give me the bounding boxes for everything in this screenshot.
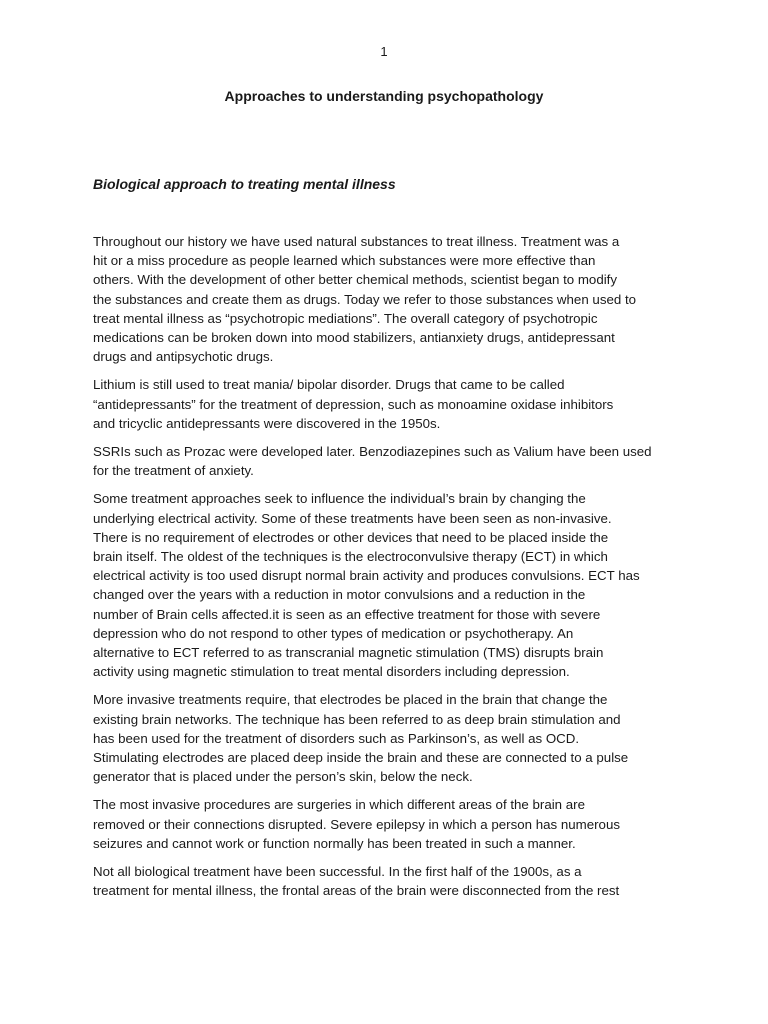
- paragraph-line: seizures and cannot work or function normally has been treated in such a manner.: [93, 835, 576, 851]
- paragraph-line: alternative to ECT referred to as transcranial magnetic stimulation (TMS) disrupts brain: [93, 645, 604, 661]
- body-paragraph: [93, 690, 683, 786]
- paragraph-line: More invasive treatments require, that electrodes be placed in the brain that change the: [93, 692, 608, 708]
- paragraph-line: Not all biological treatment have been successful. In the first half of the 1900s, as a: [93, 864, 582, 880]
- body-paragraph: [93, 232, 683, 366]
- paragraph-line: treatment for mental illness, the frontal areas of the brain were disconnected from the rest: [93, 883, 620, 899]
- paragraph-line: Stimulating electrodes are placed deep inside the brain and these are connected to a pulse: [93, 750, 629, 766]
- paragraph-line: Some treatment approaches seek to influence the individual’s brain by changing the: [93, 491, 586, 507]
- paragraph-line: medications can be broken down into mood stabilizers, antianxiety drugs, antidepressant: [93, 330, 615, 346]
- paragraph-line: treat mental illness as “psychotropic mediations”. The overall category of psychotropic: [93, 310, 598, 326]
- body-paragraph: [93, 489, 683, 681]
- paragraph-line: There is no requirement of electrodes or other devices that need to be placed inside the: [93, 529, 609, 545]
- paragraph-line: The most invasive procedures are surgeries in which different areas of the brain are: [93, 797, 585, 813]
- body-paragraph: [93, 795, 683, 853]
- page-number: 1: [380, 44, 388, 59]
- paragraph-line: number of Brain cells affected.it is seen as an effective treatment for those with severe: [93, 606, 601, 622]
- body-paragraph: [93, 375, 683, 433]
- paragraph-line: electrical activity is too used disrupt normal brain activity and produces convulsions. ECT has: [93, 568, 640, 584]
- paragraph-line: underlying electrical activity. Some of these treatments have been seen as non-invasive.: [93, 510, 612, 526]
- paragraph-line: brain itself. The oldest of the techniques is the electroconvulsive therapy (ECT) in which: [93, 549, 608, 565]
- paragraph-line: the substances and create them as drugs. Today we refer to those substances when used to: [93, 291, 637, 307]
- paragraph-line: and tricyclic antidepressants were discovered in the 1950s.: [93, 415, 441, 431]
- paragraph-line: changed over the years with a reduction in motor convulsions and a reduction in the: [93, 587, 586, 603]
- paragraph-line: has been used for the treatment of disorders such as Parkinson’s, as well as OCD.: [93, 730, 580, 746]
- paragraph-line: others. With the development of other better chemical methods, scientist began to modify: [93, 272, 618, 288]
- paragraph-line: removed or their connections disrupted. Severe epilepsy in which a person has numerous: [93, 816, 620, 832]
- paragraph-line: Throughout our history we have used natural substances to treat illness. Treatment was a: [93, 234, 620, 249]
- body-paragraph: [93, 862, 683, 900]
- paragraph-line: Lithium is still used to treat mania/ bipolar disorder. Drugs that came to be called: [93, 377, 565, 393]
- paragraph-line: generator that is placed under the person’s skin, below the neck.: [93, 769, 473, 785]
- paragraph-line: hit or a miss procedure as people learned which substances were more effective than: [93, 253, 596, 269]
- paragraph-line: depression who do not respond to other types of medication or psychotherapy. An: [93, 625, 574, 641]
- body-paragraph: [93, 442, 683, 480]
- paragraph-line: “antidepressants” for the treatment of depression, such as monoamine oxidase inhibitors: [93, 396, 614, 412]
- paragraph-line: activity using magnetic stimulation to treat mental disorders including depression.: [93, 664, 570, 680]
- document-body: [93, 232, 683, 910]
- section-heading: Biological approach to treating mental illness: [93, 176, 396, 192]
- paragraph-line: for the treatment of anxiety.: [93, 463, 254, 479]
- paragraph-line: drugs and antipsychotic drugs.: [93, 349, 274, 365]
- document-title: Approaches to understanding psychopathology: [224, 88, 544, 104]
- paragraph-line: existing brain networks. The technique has been referred to as deep brain stimulation and: [93, 711, 621, 727]
- paragraph-line: SSRIs such as Prozac were developed later. Benzodiazepines such as Valium have been used: [93, 444, 652, 460]
